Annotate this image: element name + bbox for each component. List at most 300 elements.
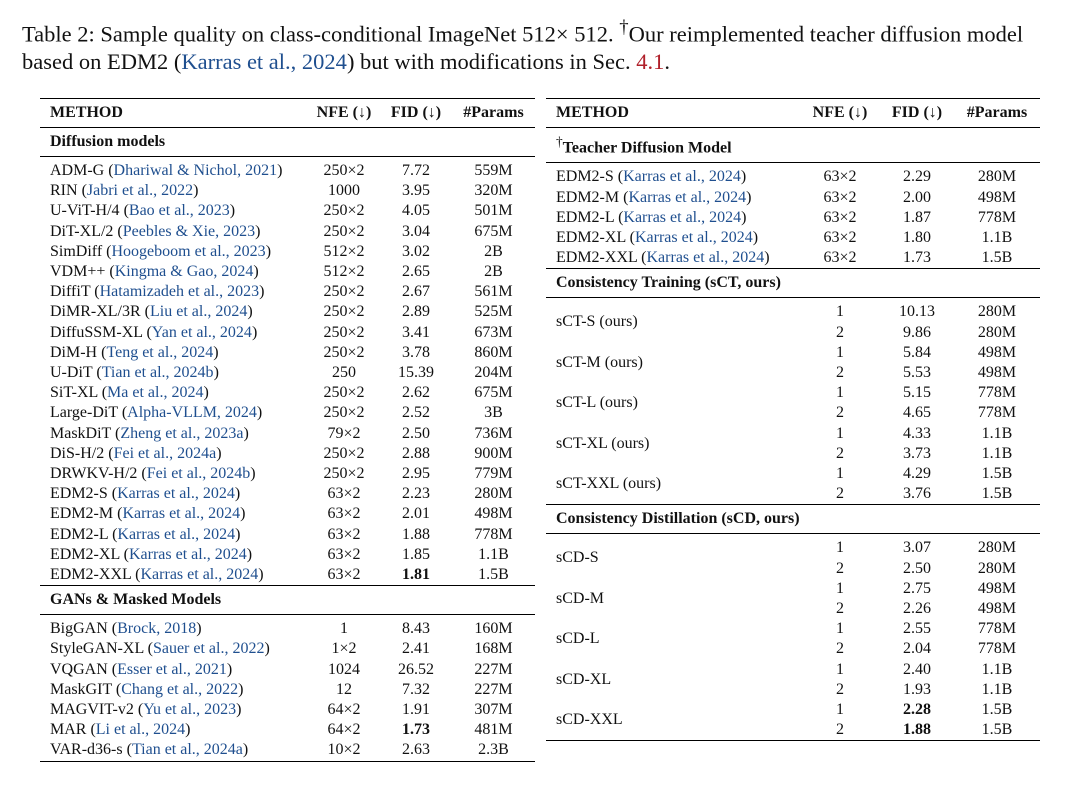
table-row: [40, 424, 535, 444]
method-cell: DiT-XL/2 (Peebles & Xie, 2023): [50, 222, 261, 240]
nfe-cell: 250×2: [323, 283, 365, 301]
fid-cell: 4.65: [903, 404, 931, 422]
citation-link[interactable]: Karras et al., 2024: [628, 188, 747, 206]
params-cell: 559M: [474, 162, 513, 179]
citation-link[interactable]: Peebles & Xie, 2023: [122, 222, 256, 240]
table-row: [40, 242, 535, 262]
fid-cell: 2.01: [402, 505, 430, 523]
fid-cell: 2.89: [402, 303, 430, 321]
params-cell: 1.5B: [478, 566, 509, 584]
fid-cell: 4.33: [903, 424, 931, 442]
fid-cell: 3.02: [402, 242, 430, 260]
params-cell: 498M: [977, 343, 1017, 361]
table-row: [40, 262, 535, 282]
params-cell: 1.5B: [981, 485, 1013, 503]
citation-link[interactable]: Fei et al., 2024b: [146, 465, 251, 483]
method-cell: [546, 383, 800, 423]
fid-cell: 2.50: [903, 559, 931, 577]
fid-cell: 1.87: [903, 208, 931, 226]
method-name: sCD-XXL: [556, 711, 623, 729]
nfe-cell: 2: [836, 485, 844, 503]
nfe-cell: 1: [836, 660, 844, 678]
nfe-cell: 2: [836, 680, 844, 698]
nfe-cell: 1: [836, 464, 844, 482]
citation-link[interactable]: Hatamizadeh et al., 2023: [99, 283, 260, 301]
caption-text: .: [664, 48, 671, 74]
method-name: MAR: [50, 721, 91, 739]
nfe-cell: 250×2: [323, 222, 365, 240]
nfe-cell: 512×2: [323, 242, 365, 260]
fid-cell: 1.73: [402, 721, 430, 739]
nfe-cell: 63×2: [327, 525, 361, 543]
params-cell: 498M: [977, 579, 1017, 597]
method-name: EDM2-XXL: [50, 566, 136, 584]
caption-text: ) but with modifications in Sec.: [346, 48, 637, 74]
method-name: EDM2-XL: [50, 545, 124, 563]
nfe-cell: 2: [836, 559, 844, 577]
fid-cell: 1.73: [903, 249, 931, 267]
table-row: [40, 343, 535, 363]
nfe-cell: 250×2: [323, 202, 365, 220]
nfe-cell: 1×2: [331, 640, 357, 658]
citation-link[interactable]: Karras et al., 2024: [117, 525, 236, 543]
table-row: [40, 444, 535, 464]
method-cell: [546, 534, 800, 579]
nfe-cell: 63×2: [823, 228, 857, 246]
table-row: [40, 504, 535, 524]
citation-link[interactable]: Kingma & Gao, 2024: [114, 263, 254, 281]
method-cell: EDM2-L (Karras et al., 2024): [556, 208, 747, 226]
table-row: [546, 248, 1040, 269]
fid-cell: 26.52: [398, 660, 434, 678]
citation-link[interactable]: Dhariwal & Nichol, 2021: [113, 162, 278, 179]
method-cell: DiMR-XL/3R (Liu et al., 2024): [50, 303, 253, 321]
params-cell: 280M: [977, 323, 1017, 341]
nfe-cell: 63×2: [823, 208, 857, 226]
table-row: [40, 615, 535, 640]
nfe-cell: 63×2: [327, 545, 361, 563]
method-cell: [546, 464, 800, 505]
table-row: [546, 534, 1040, 559]
method-cell: EDM2-XL (Karras et al., 2024): [50, 545, 253, 563]
table-row: [40, 464, 535, 484]
method-name: sCT-XL (ours): [556, 434, 650, 452]
section-title: [546, 128, 1040, 163]
method-name: MAGVIT-v2: [50, 701, 138, 719]
citation-link[interactable]: Zheng et al., 2023a: [120, 424, 244, 442]
citation-link[interactable]: Tian et al., 2024a: [131, 741, 243, 759]
params-cell: 498M: [977, 363, 1017, 381]
nfe-cell: 63×2: [327, 566, 361, 584]
params-cell: 320M: [474, 182, 513, 200]
citation-link[interactable]: Hoogeboom et al., 2023: [111, 242, 266, 260]
method-cell: [546, 298, 800, 343]
table-row: [546, 660, 1040, 680]
nfe-cell: 512×2: [323, 263, 365, 281]
caption-text: Sample quality on class-conditional ImageNet 512× 512.: [94, 21, 620, 47]
method-cell: EDM2-XXL (Karras et al., 2024): [556, 249, 770, 267]
fid-cell: 2.40: [903, 660, 931, 678]
fid-cell: 1.88: [903, 721, 931, 739]
table-row: [40, 403, 535, 423]
method-name: ADM-G: [50, 162, 109, 179]
nfe-cell: 1: [836, 343, 844, 361]
fid-cell: 15.39: [398, 364, 434, 382]
citation-link[interactable]: Karras et al., 2024: [634, 228, 753, 246]
table-row: [546, 343, 1040, 363]
fid-cell: 2.00: [903, 188, 931, 206]
params-cell: 778M: [977, 384, 1017, 402]
nfe-cell: 63×2: [823, 168, 857, 186]
params-cell: 1.1B: [981, 680, 1013, 698]
params-header: #Params: [966, 104, 1028, 121]
fid-cell: 2.62: [402, 384, 430, 402]
nfe-cell: 1: [836, 384, 844, 402]
citation-link[interactable]: Yan et al., 2024: [151, 323, 252, 341]
fid-cell: 9.86: [903, 323, 931, 341]
fid-cell: 3.76: [903, 485, 931, 503]
method-name: EDM2-M: [50, 505, 118, 523]
citation-link[interactable]: Esser et al., 2021: [117, 660, 227, 678]
table-row: [40, 323, 535, 343]
fid-cell: 2.04: [903, 640, 931, 658]
fid-cell: 1.91: [402, 701, 430, 719]
table-row: [40, 181, 535, 201]
citation-link[interactable]: Jabri et al., 2022: [86, 182, 194, 200]
fid-cell: 3.95: [402, 182, 430, 200]
params-cell: 1.5B: [981, 701, 1013, 718]
table-row: [40, 363, 535, 383]
method-cell: DRWKV-H/2 (Fei et al., 2024b): [50, 465, 256, 483]
params-cell: 280M: [977, 559, 1017, 577]
fid-cell: 2.29: [903, 168, 931, 186]
params-cell: 779M: [474, 465, 513, 483]
table-row: [546, 163, 1040, 188]
method-cell: EDM2-L (Karras et al., 2024): [50, 525, 241, 543]
method-cell: VDM++ (Kingma & Gao, 2024): [50, 263, 259, 281]
params-cell: 1.5B: [981, 249, 1013, 267]
params-cell: 1.5B: [981, 721, 1013, 739]
nfe-cell: 250×2: [323, 343, 365, 361]
method-name: MaskDiT: [50, 424, 116, 442]
caption-citation-link[interactable]: Karras et al., 2024: [181, 48, 347, 74]
method-cell: [546, 424, 800, 464]
method-cell: EDM2-M (Karras et al., 2024): [50, 505, 246, 523]
table-row: [40, 545, 535, 565]
method-name: VAR-d36-s: [50, 741, 127, 759]
params-cell: 1.1B: [981, 228, 1013, 246]
method-cell: EDM2-S (Karras et al., 2024): [556, 168, 747, 186]
params-cell: 481M: [474, 721, 513, 739]
fid-cell: 5.84: [903, 343, 931, 361]
section-title: GANs & Masked Models: [50, 591, 222, 609]
method-name: sCT-M (ours): [556, 353, 643, 371]
method-name: RIN: [50, 182, 82, 200]
fid-cell: 7.72: [402, 162, 430, 179]
fid-cell: 4.29: [903, 464, 931, 482]
fid-cell: 1.81: [402, 566, 430, 584]
params-cell: 2B: [484, 242, 503, 260]
caption-text: Our reimplemented teacher diffusion model based on EDM2 (: [22, 21, 1024, 74]
table-row: [40, 383, 535, 403]
table-row: [40, 720, 535, 740]
section-title: Consistency Training (sCT, ours): [556, 274, 781, 292]
citation-link[interactable]: Liu et al., 2024: [150, 303, 248, 321]
fid-cell: 8.43: [402, 620, 430, 638]
method-cell: MaskDiT (Zheng et al., 2023a): [50, 424, 249, 442]
params-cell: 1.1B: [981, 660, 1013, 678]
params-cell: 160M: [474, 620, 513, 638]
citation-link[interactable]: Brock, 2018: [117, 620, 197, 638]
nfe-cell: 250×2: [323, 162, 365, 179]
params-cell: 227M: [474, 660, 513, 678]
method-cell: DiS-H/2 (Fei et al., 2024a): [50, 444, 222, 462]
method-cell: DiffuSSM-XL (Yan et al., 2024): [50, 323, 258, 341]
method-cell: [546, 579, 800, 619]
method-cell: Large-DiT (Alpha-VLLM, 2024): [50, 404, 263, 422]
section-title: Diffusion models: [50, 133, 166, 150]
fid-cell: 2.28: [903, 701, 931, 718]
nfe-cell: 250×2: [323, 323, 365, 341]
params-cell: 778M: [977, 208, 1017, 226]
citation-link[interactable]: Teng et al., 2024: [106, 343, 214, 361]
params-cell: 280M: [977, 303, 1017, 321]
nfe-cell: 1: [340, 620, 348, 638]
params-cell: 227M: [474, 680, 513, 698]
citation-link[interactable]: Karras et al., 2024: [122, 505, 241, 523]
citation-link[interactable]: Fei et al., 2024a: [113, 444, 217, 462]
fid-cell: 3.07: [903, 539, 931, 557]
section-reference-link[interactable]: 4.1: [636, 48, 665, 74]
nfe-cell: 10×2: [327, 741, 361, 759]
table-row: [546, 464, 1040, 484]
params-cell: 280M: [474, 485, 513, 503]
params-cell: 673M: [474, 323, 513, 341]
method-cell: U-ViT-H/4 (Bao et al., 2023): [50, 202, 236, 220]
params-cell: 168M: [474, 640, 513, 658]
method-name: DiffuSSM-XL: [50, 323, 147, 341]
nfe-cell: 2: [836, 599, 844, 617]
nfe-cell: 250×2: [323, 444, 365, 462]
nfe-cell: 12: [336, 680, 352, 698]
method-name: U-ViT-H/4: [50, 202, 124, 220]
table-row: [40, 484, 535, 504]
method-name: EDM2-XXL: [556, 249, 642, 267]
method-name: sCT-S (ours): [556, 313, 638, 331]
method-name: DiM-H: [50, 343, 102, 361]
method-cell: EDM2-XXL (Karras et al., 2024): [50, 566, 264, 584]
method-name: MaskGIT: [50, 680, 116, 698]
citation-link[interactable]: Karras et al., 2024: [623, 208, 742, 226]
params-cell: 778M: [977, 404, 1017, 422]
method-name: EDM2-XL: [556, 228, 630, 246]
citation-link[interactable]: Li et al., 2024: [95, 721, 186, 739]
fid-cell: 2.65: [402, 263, 430, 281]
params-cell: 778M: [474, 525, 513, 543]
params-header: #Params: [463, 104, 524, 121]
nfe-cell: 1024: [328, 660, 360, 678]
method-header: METHOD: [556, 104, 629, 121]
fid-cell: 2.55: [903, 620, 931, 638]
table-row: [40, 201, 535, 221]
citation-link[interactable]: Karras et al., 2024: [140, 566, 259, 584]
citation-link[interactable]: Alpha-VLLM, 2024: [127, 404, 257, 422]
method-name: sCD-S: [556, 549, 599, 567]
method-name: Large-DiT: [50, 404, 122, 422]
fid-cell: 2.95: [402, 465, 430, 483]
params-cell: 778M: [977, 620, 1017, 638]
table-caption: [22, 14, 1067, 75]
fid-cell: 1.85: [402, 545, 430, 563]
right-table-body: [546, 128, 1040, 741]
nfe-cell: 1: [836, 620, 844, 638]
nfe-cell: 1: [836, 701, 844, 718]
nfe-cell: 79×2: [327, 424, 361, 442]
nfe-cell: 250×2: [323, 465, 365, 483]
params-cell: 204M: [474, 364, 513, 382]
method-name: DiT-XL/2: [50, 222, 118, 240]
nfe-cell: 1: [836, 424, 844, 442]
method-name: sCT-XXL (ours): [556, 475, 662, 493]
params-cell: 860M: [474, 343, 513, 361]
nfe-header: NFE (↓): [812, 104, 868, 121]
fid-cell: 2.75: [903, 579, 931, 597]
method-header: METHOD: [50, 104, 123, 121]
fid-cell: 2.88: [402, 444, 430, 462]
citation-link[interactable]: Karras et al., 2024: [623, 168, 741, 186]
table-row: [40, 565, 535, 586]
fid-cell: 2.67: [402, 283, 430, 301]
params-cell: 498M: [474, 505, 513, 523]
citation-link[interactable]: Chang et al., 2022: [121, 680, 239, 698]
left-results-table: [40, 98, 535, 762]
method-name: sCD-M: [556, 589, 605, 607]
method-name: DiffiT: [50, 283, 95, 301]
fid-cell: 2.50: [402, 424, 430, 442]
table-row: [546, 579, 1040, 599]
method-cell: ADM-G (Dhariwal & Nichol, 2021): [50, 162, 283, 179]
params-cell: 501M: [474, 202, 513, 220]
params-cell: 307M: [474, 701, 513, 719]
method-cell: DiM-H (Teng et al., 2024): [50, 343, 219, 361]
params-cell: 280M: [977, 168, 1017, 186]
table-row: [40, 302, 535, 322]
fid-cell: 2.26: [903, 599, 931, 617]
fid-cell: 3.04: [402, 222, 430, 240]
left-table-body: [40, 128, 535, 762]
table-header-row: [40, 99, 535, 128]
nfe-cell: 2: [836, 444, 844, 462]
params-cell: 900M: [474, 444, 513, 462]
method-cell: BigGAN (Brock, 2018): [50, 620, 202, 638]
method-cell: MaskGIT (Chang et al., 2022): [50, 680, 244, 698]
citation-link[interactable]: Bao et al., 2023: [128, 202, 230, 220]
table-row: [40, 525, 535, 545]
method-name: DiMR-XL/3R: [50, 303, 145, 321]
method-name: EDM2-S: [556, 168, 618, 186]
method-name: StyleGAN-XL: [50, 640, 148, 658]
fid-cell: 1.88: [402, 525, 430, 543]
params-cell: 675M: [474, 222, 513, 240]
fid-cell: 2.23: [402, 485, 430, 503]
params-cell: 561M: [474, 283, 513, 301]
params-cell: 2.3B: [478, 741, 509, 759]
params-cell: 1.1B: [981, 424, 1013, 442]
fid-cell: 7.32: [402, 680, 430, 698]
params-cell: 280M: [977, 539, 1017, 557]
table-row: [546, 700, 1040, 720]
section-title-text: Teacher Diffusion Model: [562, 139, 732, 157]
method-cell: VAR-d36-s (Tian et al., 2024a): [50, 741, 249, 759]
fid-header: FID (↓): [891, 104, 943, 121]
citation-link[interactable]: Yu et al., 2023: [143, 701, 237, 719]
citation-link[interactable]: Karras et al., 2024: [117, 485, 235, 503]
method-name: EDM2-M: [556, 188, 624, 206]
nfe-cell: 64×2: [327, 721, 361, 739]
method-cell: EDM2-S (Karras et al., 2024): [50, 485, 241, 503]
method-cell: RIN (Jabri et al., 2022): [50, 182, 199, 200]
params-cell: 525M: [474, 303, 513, 321]
method-name: EDM2-S: [50, 485, 112, 503]
fid-cell: 10.13: [899, 303, 935, 321]
fid-cell: 1.80: [903, 228, 931, 246]
params-cell: 3B: [484, 404, 503, 422]
table-row: [546, 208, 1040, 228]
nfe-cell: 1: [836, 303, 844, 321]
method-cell: SimDiff (Hoogeboom et al., 2023): [50, 242, 272, 260]
nfe-cell: 63×2: [823, 188, 857, 206]
nfe-cell: 250×2: [323, 384, 365, 402]
fid-cell: 2.63: [402, 741, 430, 759]
table-row: [546, 188, 1040, 208]
table-row: [546, 298, 1040, 323]
citation-link[interactable]: Karras et al., 2024: [646, 249, 765, 267]
fid-cell: 3.78: [402, 343, 430, 361]
method-name: EDM2-L: [556, 208, 619, 226]
section-header-row: [40, 128, 535, 157]
section-title: Consistency Distillation (sCD, ours): [556, 510, 800, 528]
method-cell: MAGVIT-v2 (Yu et al., 2023): [50, 701, 242, 719]
nfe-cell: 250×2: [323, 303, 365, 321]
method-cell: DiffiT (Hatamizadeh et al., 2023): [50, 283, 265, 301]
dagger-mark: †: [619, 17, 629, 38]
fid-cell: 2.41: [402, 640, 430, 658]
params-cell: 736M: [474, 424, 513, 442]
fid-cell: 4.05: [402, 202, 430, 220]
method-cell: [546, 619, 800, 659]
params-cell: 498M: [977, 599, 1017, 617]
table-row: [40, 222, 535, 242]
params-cell: 1.1B: [478, 545, 509, 563]
citation-link[interactable]: Karras et al., 2024: [128, 545, 247, 563]
method-cell: [546, 660, 800, 700]
citation-link[interactable]: Ma et al., 2024: [107, 384, 204, 402]
citation-link[interactable]: Sauer et al., 2022: [152, 640, 265, 658]
citation-link[interactable]: Tian et al., 2024b: [101, 364, 214, 382]
table-row: [546, 619, 1040, 639]
method-name: U-DiT: [50, 364, 97, 382]
method-name: DiS-H/2: [50, 444, 109, 462]
method-name: SimDiff: [50, 242, 107, 260]
params-cell: 1.1B: [981, 444, 1013, 462]
method-name: sCT-L (ours): [556, 394, 638, 412]
section-header-row: [40, 586, 535, 615]
nfe-cell: 2: [836, 323, 844, 341]
table-row: [546, 383, 1040, 403]
nfe-cell: 64×2: [327, 701, 361, 719]
nfe-cell: 63×2: [327, 505, 361, 523]
method-cell: MAR (Li et al., 2024): [50, 721, 191, 739]
